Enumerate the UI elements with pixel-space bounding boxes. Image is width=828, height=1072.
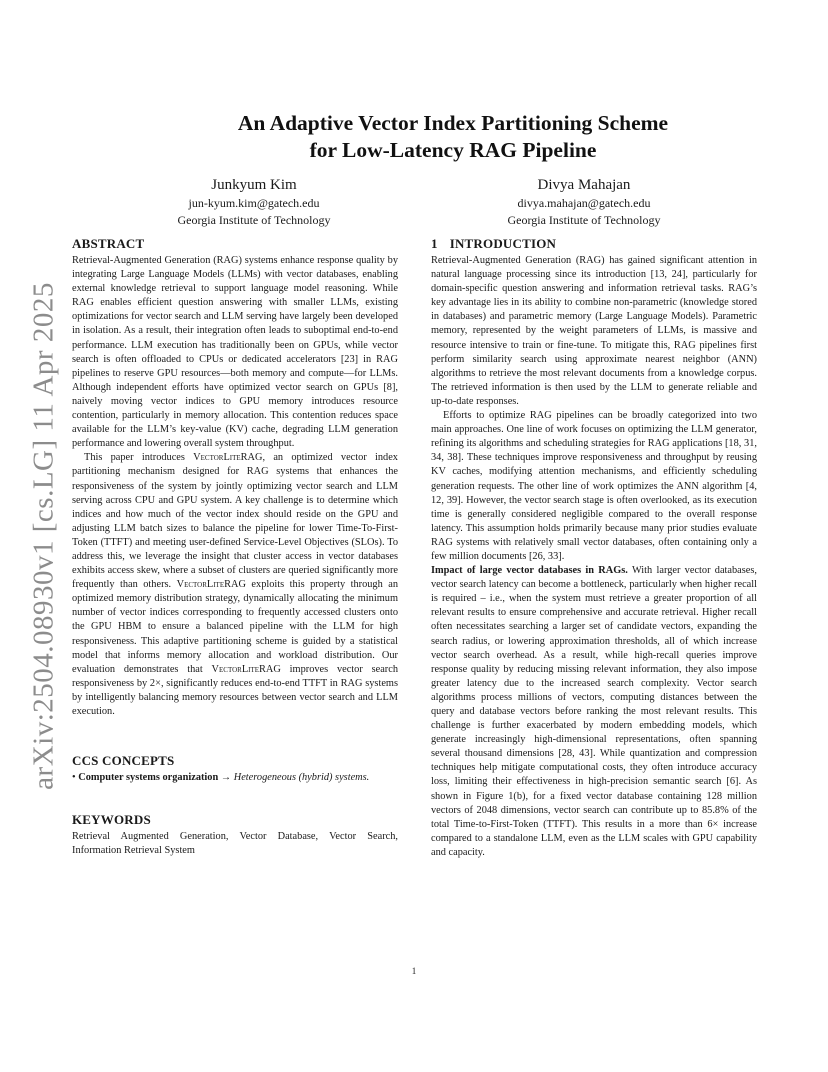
introduction-heading (431, 236, 757, 252)
abstract-text: This paper introduces (84, 452, 194, 464)
section-title: INTRODUCTION (449, 236, 557, 251)
intro-paragraph-3 (431, 564, 757, 860)
paragraph-lead-in: Impact of large vector databases in RAGs. (431, 565, 628, 577)
author-name: Divya Mahajan (537, 177, 631, 193)
abstract-heading: ABSTRACT (72, 236, 145, 251)
author-affiliation: Georgia Institute of Technology (507, 213, 661, 227)
left-column (72, 236, 398, 858)
abstract-paragraph-1: Retrieval-Augmented Generation (RAG) systems enhance response quality by integrating Large Language Models (LLMs) with vector databases, enabling external knowledge retrieval to support language model reasoning. While RAG enables efficient question answering with smaller LLMs, existing optimizations for vector search and LLM serving have largely been developed in isolation. As a result, their integration often leads to suboptimal end-to-end performance. LLM execution has traditionally been on GPUs, while vector search is often offloaded to CPUs or dedicated accelerators [23] in RAG pipelines to reserve GPU resources—both memory and compute—for LLMs. Although independent efforts have optimized vector search on GPUs [8], naively moving vector indices to GPU memory introduces resource contention, particularly in memory allocation. This contention reduces space available for the LLM’s key-value (KV) cache, degrading LLM generation performance and lowering overall system throughput. (72, 255, 398, 450)
ccs-arrow: → (218, 772, 234, 784)
author-block-1 (104, 176, 404, 229)
author-email: jun-kyum.kim@gatech.edu (188, 196, 320, 210)
abstract-paragraph-2 (72, 451, 398, 719)
ccs-bullet: • (72, 772, 79, 784)
abstract-text: improves vector search responsiveness by 2×, significantly reduces end-to-end TTFT in RAG systems by intelligently balancing memory resources between vector search and LLM execution. (72, 663, 398, 717)
title-line-2: for Low-Latency RAG Pipeline (309, 138, 597, 162)
author-email: divya.mahajan@gatech.edu (517, 196, 651, 210)
paper-title (80, 110, 826, 164)
author-block-2 (434, 176, 734, 229)
author-affiliation: Georgia Institute of Technology (177, 213, 331, 227)
author-name: Junkyum Kim (211, 177, 297, 193)
ccs-italic-term: Heterogeneous (hybrid) systems. (233, 772, 370, 784)
keywords-heading: KEYWORDS (72, 812, 151, 828)
title-line-1: An Adaptive Vector Index Partitioning Scheme (237, 111, 669, 135)
section-number: 1 (431, 236, 438, 251)
ccs-bold-term: Computer systems organization (78, 772, 219, 784)
keywords-text: Retrieval Augmented Generation, Vector Database, Vector Search, Information Retrieval System (72, 831, 398, 857)
system-name: VectorLiteRAG (211, 663, 281, 675)
right-column (431, 236, 757, 860)
intro-paragraph-2: Efforts to optimize RAG pipelines can be broadly categorized into two main approaches. One line of work focuses on optimizing the LLM generator, refining its algorithms and scheduling strategies for RAG applications [18, 31, 34, 38]. These techniques improve responsiveness and throughput by reusing KV caches, modifying attention mechanisms, and efficiently scheduling generation requests. The other line of work optimizes the ANN algorithm [4, 12, 39]. However, the vector search stage is often overlooked, as its execution time is generally considered negligible compared to the overall response latency. This assumption holds primarily because many prior studies evaluate RAG systems with relatively small vector databases, often containing only a few million documents [26, 33]. (431, 410, 757, 562)
abstract-text: exploits this property through an optimized memory distribution strategy, dynamically allocating the minimum number of vector indices corresponding to frequently accessed clusters onto the GPU HBM to ensure a balanced pipeline with the LLM for high responsiveness. This adaptive partitioning scheme is guided by a statistical model that informs memory allocation and workload distribution. Our evaluation demonstrates that (72, 579, 398, 675)
ccs-heading: CCS CONCEPTS (72, 753, 175, 769)
intro-paragraph-1: Retrieval-Augmented Generation (RAG) has gained significant attention in natural language processing since its introduction [13, 24], particularly for domain-specific question answering and information retrieval tasks. RAG’s key advantage lies in its ability to combine non-parametric (knowledge stored in databases) and parametric memory (Large Language Models). Parametric memory, represented by the weight parameters of LLMs, is massive and resource intensive to train or fine-tune. To mitigate this, RAG pipelines first perform similarity search using approximate nearest neighbor (ANN) algorithms to retrieve the most relevant documents from a knowledge corpus. The retrieved information is then used by the LLM to generate reliable and up-to-date responses. (431, 255, 757, 407)
system-name: VectorLiteRAG (176, 579, 246, 591)
page-number: 1 (411, 966, 417, 976)
arxiv-identifier: arXiv:2504.08930v1 [cs.LG] 11 Apr 2025 (27, 282, 60, 790)
ccs-concepts (72, 771, 398, 785)
intro-text: With larger vector databases, vector search latency can become a bottleneck, particularly when higher recall is required – i.e., when the system must retrieve a greater proportion of all relevant results to ensure comprehensive and accurate retrieval. Higher recall often necessitates searching a larger set of candidate vectors, expanding the search radius, or lowering approximation thresholds, all of which increase vector search overhead. As a result, while high-recall queries improve response quality by reducing missing relevant information, they also impose greater latency due to the increased search complexity. Vector search algorithms process millions of vectors, computing distances between the query and database vectors before ranking the most relevant results. This challenge is further exacerbated by modern embedding models, which generate increasingly high-dimensional representations, often spanning several thousand dimensions [28, 43]. While quantization and compression techniques help mitigate computational costs, they often introduce accuracy loss, limiting their effectiveness in high-precision semantic search [6]. As shown in Figure 1(b), for a fixed vector database containing 128 million vectors of 2048 dimensions, vector search can contribute up to 85.8% of the total Time-to-First-Token (TTFT). This results in a more than 6× increase compared to a standalone LLM, even as the LLM scales with GPU capability and capacity. (431, 565, 758, 858)
system-name: VectorLiteRAG (193, 452, 263, 464)
abstract-text: , an optimized vector index partitioning mechanism designed for RAG systems that enhances the responsiveness of the system by jointly optimizing vector search and LLM serving across CPU and GPU system. A key challenge is to determine which indices and how much of the vector index should reside on the GPU and adjusting LLM batch sizes to balance the pipeline for lower Time-To-First-Token (TTFT) and meeting user-defined Service-Level Objectives (SLOs). To address this, we leverage the insight that cluster access in vector databases exhibits access skew, where a subset of clusters are queried significantly more frequently than others. (72, 452, 398, 591)
